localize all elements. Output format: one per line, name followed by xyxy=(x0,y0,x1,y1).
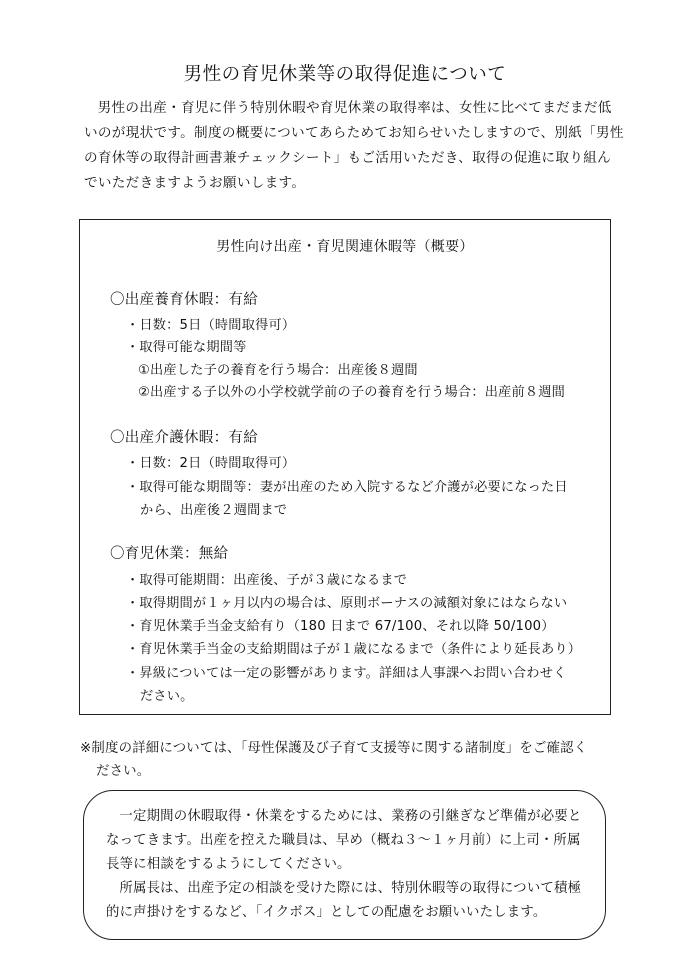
bullet-eligible-period: ・取得可能期間：出産後、子が３歳になるまで xyxy=(126,573,408,588)
summary-box xyxy=(79,219,611,715)
bullet-promotion: ・昇級については一定の影響があります。詳細は人事課へお問い合わせく xyxy=(126,666,567,681)
bullet-period-continued: から、出産後２週間まで xyxy=(140,503,288,518)
sub-item-1: ①出産した子の養育を行う場合：出産後８週間 xyxy=(138,363,418,378)
bullet-allowance: ・育児休業手当金支給有り（180 日まで 67/100、それ以降 50/100） xyxy=(126,619,555,634)
page-title: 男性の育児休業等の取得促進について xyxy=(183,64,507,85)
section-heading-childcare-leave: 〇育児休業：無給 xyxy=(110,546,229,562)
note-line-1: ※制度の詳細については、「母性保護及び子育て支援等に関する諸制度」をご確認く xyxy=(80,741,588,756)
callout-paragraph-1: 一定期間の休暇取得・休業をするためには、業務の引継ぎなど準備が必要となってきます。出産を控えた職員は、早め（概ね３～１ヶ月前）に上司・所属長等に相談をするようにしてください。 xyxy=(106,809,582,872)
note-line-2: ださい。 xyxy=(96,764,151,779)
bullet-promotion-continued: ださい。 xyxy=(140,689,194,704)
intro-text: 男性の出産・育児に伴う特別休暇や育児休業の取得率は、女性に比べてまだまだ低いのが現状です。制度の概要についてあらためてお知らせいたしますので、別紙「男性の育休等の取得計画書兼チェックシート」もご活用いただき、取得の促進に取り組んでいただきますようお願いします。 xyxy=(84,100,624,191)
section-heading-birth-nursing-leave: 〇出産介護休暇：有給 xyxy=(110,430,258,446)
bullet-days: ・日数：2日（時間取得可） xyxy=(126,456,296,471)
callout-text xyxy=(106,805,594,925)
bullet-period: ・取得可能な期間等：妻が出産のため入院するなど介護が必要になった日 xyxy=(126,480,568,495)
summary-title: 男性向け出産・育児関連休暇等（概要） xyxy=(216,239,474,255)
bullet-allowance-period: ・育児休業手当金の支給期間は子が１歳になるまで（条件により延長あり） xyxy=(126,642,582,657)
callout-paragraph-2: 所属長は、出産予定の相談を受けた際には、特別休暇等の取得について積極的に声掛けをするなど、「イクボス」としての配慮をお願いいたします。 xyxy=(106,881,582,920)
callout-box xyxy=(83,790,606,940)
bullet-days: ・日数：5日（時間取得可） xyxy=(126,318,296,333)
section-heading-birth-care-leave: 〇出産養育休暇：有給 xyxy=(110,292,258,308)
bullet-period: ・取得可能な期間等 xyxy=(126,340,247,355)
bullet-bonus: ・取得期間が１ヶ月以内の場合は、原則ボーナスの減額対象にはならない xyxy=(126,596,568,611)
intro-paragraph xyxy=(84,96,624,196)
sub-item-2: ②出産する子以外の小学校就学前の子の養育を行う場合：出産前８週間 xyxy=(138,385,566,400)
